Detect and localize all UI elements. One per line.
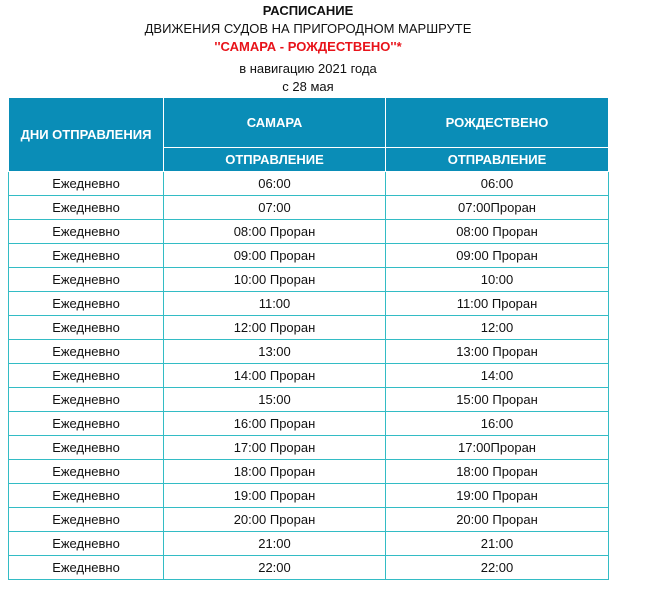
cell-days: Ежедневно	[9, 436, 164, 460]
cell-rozhdestveno-time: 15:00 Проран	[386, 388, 609, 412]
cell-rozhdestveno-time: 12:00	[386, 316, 609, 340]
header-days: ДНИ ОТПРАВЛЕНИЯ	[9, 98, 164, 172]
cell-samara-time: 18:00 Проран	[164, 460, 386, 484]
table-row	[9, 196, 609, 220]
cell-days: Ежедневно	[9, 292, 164, 316]
cell-samara-time: 14:00 Проран	[164, 364, 386, 388]
cell-rozhdestveno-time: 20:00 Проран	[386, 508, 609, 532]
cell-days: Ежедневно	[9, 172, 164, 196]
header-row	[9, 98, 609, 148]
table-row	[9, 556, 609, 580]
cell-days: Ежедневно	[9, 268, 164, 292]
table-row	[9, 292, 609, 316]
table-row	[9, 316, 609, 340]
cell-rozhdestveno-time: 22:00	[386, 556, 609, 580]
header-samara: САМАРА	[164, 98, 386, 148]
cell-samara-time: 13:00	[164, 340, 386, 364]
table-row	[9, 532, 609, 556]
cell-days: Ежедневно	[9, 412, 164, 436]
cell-samara-time: 08:00 Проран	[164, 220, 386, 244]
cell-rozhdestveno-time: 06:00	[386, 172, 609, 196]
cell-rozhdestveno-time: 16:00	[386, 412, 609, 436]
cell-days: Ежедневно	[9, 460, 164, 484]
cell-rozhdestveno-time: 18:00 Проран	[386, 460, 609, 484]
table-row	[9, 460, 609, 484]
table-row	[9, 364, 609, 388]
cell-days: Ежедневно	[9, 484, 164, 508]
cell-days: Ежедневно	[9, 244, 164, 268]
cell-rozhdestveno-time: 08:00 Проран	[386, 220, 609, 244]
cell-rozhdestveno-time: 13:00 Проран	[386, 340, 609, 364]
cell-rozhdestveno-time: 19:00 Проран	[386, 484, 609, 508]
cell-days: Ежедневно	[9, 388, 164, 412]
table-row	[9, 172, 609, 196]
cell-rozhdestveno-time: 07:00Проран	[386, 196, 609, 220]
subheader-rozhdestveno-departure: ОТПРАВЛЕНИЕ	[386, 148, 609, 172]
cell-rozhdestveno-time: 10:00	[386, 268, 609, 292]
schedule-table	[8, 97, 609, 580]
cell-rozhdestveno-time: 17:00Проран	[386, 436, 609, 460]
table-row	[9, 412, 609, 436]
cell-samara-time: 20:00 Проран	[164, 508, 386, 532]
cell-samara-time: 15:00	[164, 388, 386, 412]
cell-samara-time: 21:00	[164, 532, 386, 556]
cell-days: Ежедневно	[9, 220, 164, 244]
cell-days: Ежедневно	[9, 508, 164, 532]
cell-days: Ежедневно	[9, 532, 164, 556]
page-subtitle: ДВИЖЕНИЯ СУДОВ НА ПРИГОРОДНОМ МАРШРУТЕ	[144, 21, 472, 36]
cell-samara-time: 10:00 Проран	[164, 268, 386, 292]
table-row	[9, 268, 609, 292]
cell-samara-time: 11:00	[164, 292, 386, 316]
table-row	[9, 340, 609, 364]
cell-rozhdestveno-time: 09:00 Проран	[386, 244, 609, 268]
table-row	[9, 484, 609, 508]
cell-samara-time: 19:00 Проран	[164, 484, 386, 508]
navigation-season: в навигацию 2021 года	[239, 61, 377, 76]
table-row	[9, 508, 609, 532]
table-row	[9, 220, 609, 244]
cell-days: Ежедневно	[9, 196, 164, 220]
cell-samara-time: 17:00 Проран	[164, 436, 386, 460]
cell-rozhdestveno-time: 21:00	[386, 532, 609, 556]
route-name: ''САМАРА - РОЖДЕСТВЕНО''*	[214, 39, 402, 54]
table-row	[9, 244, 609, 268]
cell-days: Ежедневно	[9, 316, 164, 340]
cell-samara-time: 06:00	[164, 172, 386, 196]
subheader-samara-departure: ОТПРАВЛЕНИЕ	[164, 148, 386, 172]
header-rozhdestveno: РОЖДЕСТВЕНО	[386, 98, 609, 148]
cell-rozhdestveno-time: 14:00	[386, 364, 609, 388]
cell-samara-time: 22:00	[164, 556, 386, 580]
cell-samara-time: 16:00 Проран	[164, 412, 386, 436]
cell-days: Ежедневно	[9, 364, 164, 388]
cell-samara-time: 07:00	[164, 196, 386, 220]
cell-days: Ежедневно	[9, 556, 164, 580]
start-date: с 28 мая	[282, 79, 334, 94]
cell-rozhdestveno-time: 11:00 Проран	[386, 292, 609, 316]
page-title: РАСПИСАНИЕ	[262, 3, 354, 18]
cell-samara-time: 09:00 Проран	[164, 244, 386, 268]
table-row	[9, 388, 609, 412]
cell-days: Ежедневно	[9, 340, 164, 364]
cell-samara-time: 12:00 Проран	[164, 316, 386, 340]
table-row	[9, 436, 609, 460]
